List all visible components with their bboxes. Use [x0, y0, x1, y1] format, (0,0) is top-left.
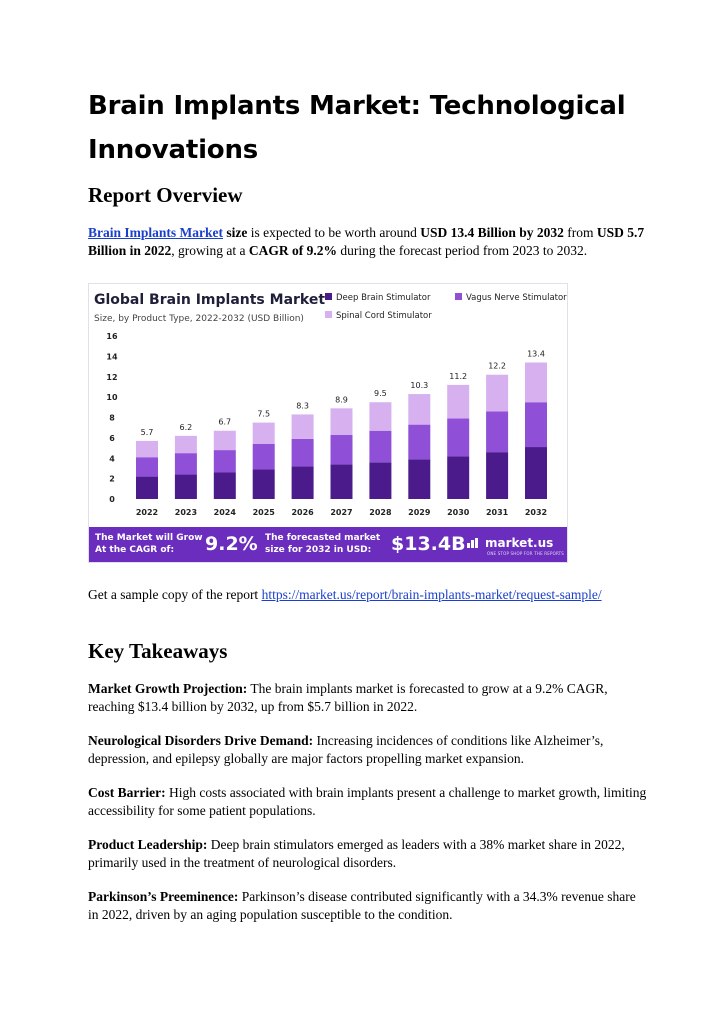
x-tick-label: 2024 — [213, 508, 236, 517]
report-overview-heading: Report Overview — [88, 183, 243, 207]
takeaway-label: Parkinson’s Preeminence: — [88, 889, 239, 904]
market-us-logo-icon — [467, 538, 481, 548]
y-tick-label: 6 — [109, 433, 115, 443]
size-word: size — [226, 225, 248, 240]
takeaway-text: Deep brain stimulators emerged as leaders with a 38% market share in 2022, primarily used in the treatment of neurological disorders. — [88, 837, 625, 870]
bar-segment — [408, 459, 430, 499]
intro-bold-2: USD 5.7 Billion in 2022 — [88, 225, 645, 258]
bar-segment — [525, 402, 547, 447]
chart-svg — [89, 284, 568, 527]
bar-segment — [331, 408, 353, 434]
y-tick-label: 14 — [106, 352, 118, 362]
x-tick-label: 2030 — [447, 508, 470, 517]
bar-total-label: 9.5 — [374, 389, 387, 399]
takeaway-text: The brain implants market is forecasted to grow at a 9.2% CAGR, reaching $13.4 billion by 2032, up from $5.7 billion in 2022. — [88, 681, 608, 714]
bar-total-label: 5.7 — [140, 427, 154, 437]
bar-segment — [408, 425, 430, 460]
bar-segment — [369, 462, 391, 499]
sample-text: Get a sample copy of the report — [88, 587, 262, 602]
bar-total-label: 7.5 — [257, 409, 271, 419]
takeaway-item — [88, 680, 648, 715]
report-overview-paragraph — [88, 224, 648, 259]
banner-forecast-value: $13.4B — [391, 533, 466, 555]
document-page — [88, 84, 648, 259]
intro-text-1: is expected to be worth around — [247, 225, 421, 240]
y-tick-label: 0 — [109, 495, 115, 504]
bar-segment — [292, 439, 314, 467]
legend-label: Vagus Nerve Stimulator — [466, 293, 567, 303]
y-tick-label: 8 — [109, 413, 115, 423]
bar-total-label: 10.3 — [410, 381, 429, 391]
y-tick-label: 4 — [109, 454, 115, 464]
banner-cagr-value: 9.2% — [205, 533, 258, 555]
bar-segment — [175, 453, 197, 474]
takeaway-label: Neurological Disorders Drive Demand: — [88, 733, 314, 748]
bar-segment — [331, 435, 353, 465]
bar-segment — [214, 450, 236, 472]
banner-grow-text: The Market will Grow At the CAGR of: — [95, 533, 203, 555]
takeaway-item — [88, 732, 648, 767]
x-tick-label: 2028 — [369, 508, 392, 517]
legend-swatch — [325, 293, 332, 300]
intro-bold-1: USD 13.4 Billion by 2032 — [420, 225, 564, 240]
key-takeaways-heading: Key Takeaways — [88, 639, 228, 663]
bar-segment — [447, 456, 469, 499]
x-tick-label: 2027 — [330, 508, 353, 517]
bar-segment — [253, 469, 275, 499]
bar-segment — [214, 431, 236, 450]
logo-tagline: ONE STOP SHOP FOR THE REPORTS — [487, 551, 565, 556]
legend-label: Spinal Cord Stimulator — [336, 311, 432, 321]
legend-swatch — [325, 311, 332, 318]
bar-segment — [292, 466, 314, 499]
takeaway-item — [88, 784, 648, 819]
bar-segment — [369, 431, 391, 463]
bar-segment — [486, 411, 508, 452]
legend-label: Deep Brain Stimulator — [336, 293, 431, 303]
chart-subtitle: Size, by Product Type, 2022-2032 (USD Billion) — [94, 314, 304, 324]
bar-total-label: 12.2 — [488, 361, 507, 371]
takeaway-item — [88, 888, 648, 923]
x-tick-label: 2031 — [485, 508, 509, 517]
bar-segment — [331, 464, 353, 499]
bar-segment — [486, 452, 508, 499]
sample-paragraph — [88, 586, 608, 604]
key-takeaways-section — [88, 638, 648, 940]
bar-segment — [292, 414, 314, 438]
takeaway-text: Parkinson’s disease contributed significantly with a 34.3% revenue share in 2022, driven by an aging population susceptible to the condition. — [88, 889, 636, 922]
bar-segment — [525, 447, 547, 499]
bar-segment — [175, 436, 197, 453]
x-tick-label: 2022 — [135, 508, 159, 517]
takeaway-item — [88, 836, 648, 871]
chart-banner — [89, 527, 568, 563]
takeaway-label: Product Leadership: — [88, 837, 208, 852]
x-tick-label: 2025 — [252, 508, 275, 517]
intro-bold-3: CAGR of 9.2% — [248, 242, 338, 258]
bar-segment — [136, 477, 158, 499]
chart-title: Global Brain Implants Market — [94, 292, 326, 308]
takeaway-text: High costs associated with brain implants present a challenge to market growth, limiting accessibility for some patient populations. — [88, 785, 647, 818]
brain-implants-market-link[interactable]: Brain Implants Market — [88, 225, 223, 240]
intro-text-2: from — [563, 225, 597, 240]
x-tick-label: 2026 — [291, 508, 314, 517]
bar-segment — [214, 473, 236, 499]
bar-total-label: 13.4 — [527, 349, 545, 359]
banner-forecast-text: The forecasted market size for 2032 in USD: — [265, 533, 381, 555]
bar-segment — [525, 362, 547, 402]
bar-segment — [447, 385, 469, 419]
y-tick-label: 10 — [106, 393, 118, 403]
takeaway-label: Market Growth Projection: — [88, 681, 248, 696]
bar-segment — [486, 375, 508, 412]
intro-text-3: , growing at a — [171, 242, 249, 258]
x-tick-label: 2023 — [174, 508, 198, 517]
bar-segment — [447, 419, 469, 457]
bar-total-label: 11.2 — [449, 371, 468, 381]
x-tick-label: 2029 — [408, 508, 431, 517]
bar-total-label: 6.2 — [179, 422, 193, 432]
y-tick-label: 2 — [109, 474, 115, 484]
bar-segment — [136, 441, 158, 457]
bar-segment — [253, 423, 275, 444]
logo-text: market.us — [485, 536, 554, 550]
takeaway-text: Increasing incidences of conditions like Alzheimer’s, depression, and epilepsy globally are major factors propelling market expansion. — [88, 733, 604, 766]
bar-total-label: 6.7 — [218, 417, 232, 427]
bar-segment — [408, 394, 430, 425]
bar-segment — [175, 475, 197, 499]
market-us-logo — [467, 536, 553, 550]
bar-segment — [369, 402, 391, 431]
market-chart-figure — [88, 283, 568, 563]
bar-total-label: 8.3 — [296, 401, 309, 411]
legend-swatch — [455, 293, 462, 300]
intro-text-4: during the forecast period from 2023 to 2032. — [337, 242, 588, 258]
page-title: Brain Implants Market: Technological Innovations — [88, 91, 626, 165]
takeaway-label: Cost Barrier: — [88, 785, 166, 800]
sample-report-link[interactable]: https://market.us/report/brain-implants-market/request-sample/ — [261, 587, 602, 602]
y-tick-label: 16 — [106, 332, 118, 341]
bar-total-label: 8.9 — [335, 395, 348, 405]
x-tick-label: 2032 — [524, 508, 548, 517]
bar-segment — [136, 457, 158, 476]
y-tick-label: 12 — [106, 372, 118, 382]
bar-segment — [253, 444, 275, 469]
